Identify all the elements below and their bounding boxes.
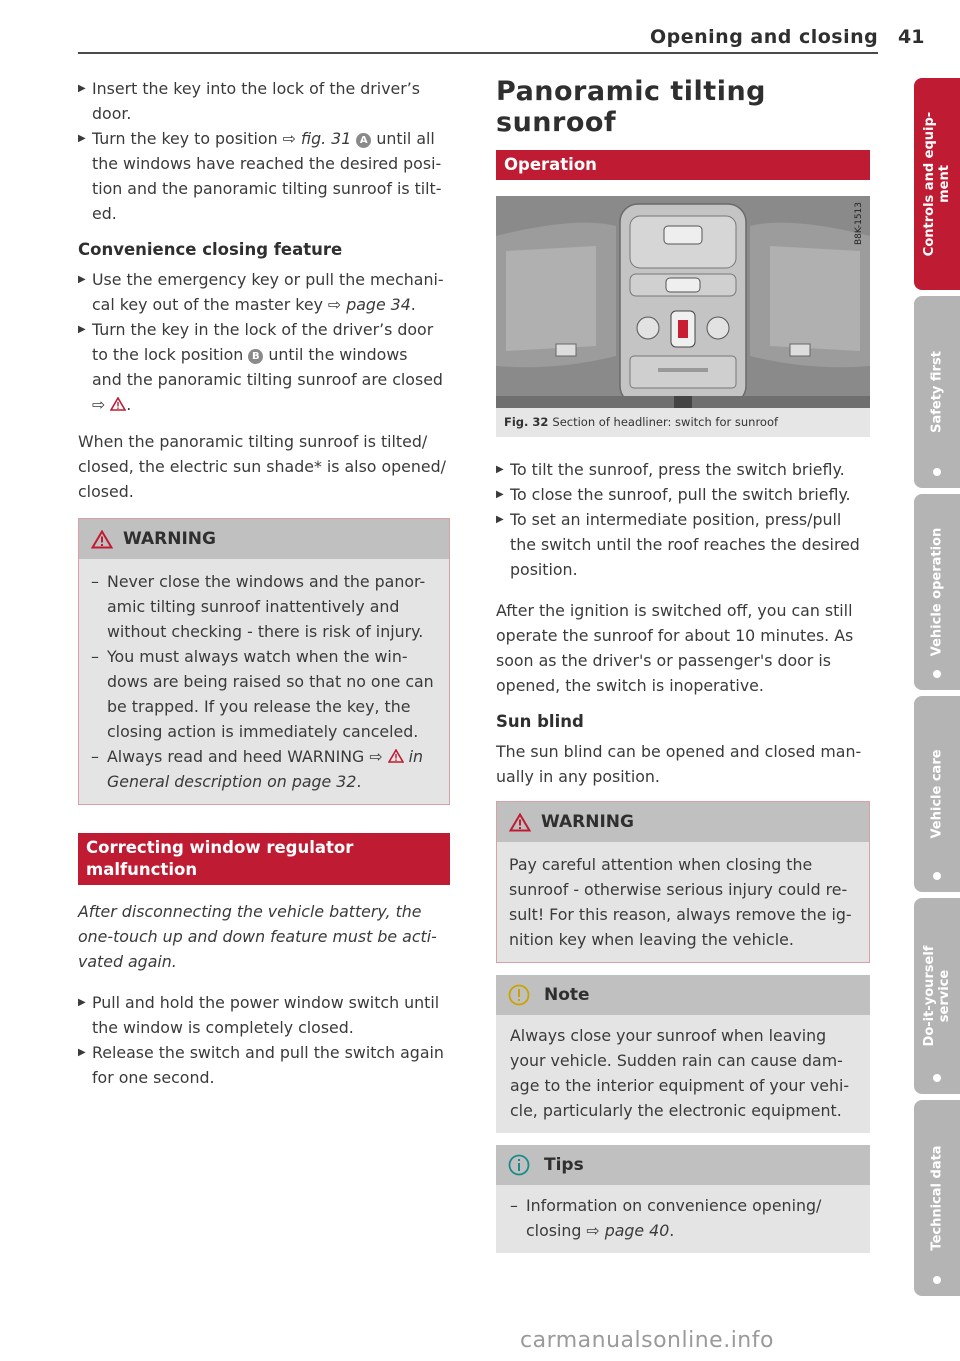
text-line: Pull and hold the power window switch until [92, 993, 440, 1012]
tips-title: Tips [544, 1155, 584, 1175]
text-line: amic tilting sunroof inattentively and [107, 597, 400, 616]
tab-label [922, 946, 952, 1047]
text-line: Release the switch and pull the switch again [92, 1043, 444, 1062]
text-line: operate the sunroof for about 10 minutes. As [496, 626, 854, 645]
caption-text: Section of headliner: switch for sunroof [552, 415, 779, 429]
text-line: closed. [78, 482, 134, 501]
bullet-triangle-icon: ▶ [496, 514, 504, 525]
tab-label: Safety first [929, 351, 945, 433]
text-line: To close the sunroof, pull the switch briefly. [510, 485, 851, 504]
tab-label-line: ment [937, 165, 952, 203]
text-line: be trapped. If you release the key, the [107, 697, 411, 716]
text-line: your vehicle. Sudden rain can cause dam- [510, 1051, 843, 1070]
note-body [496, 1015, 870, 1133]
tab-label: Technical data [929, 1145, 945, 1251]
tab-dot-icon [933, 468, 941, 476]
list-item [78, 126, 450, 226]
warning-triangle-icon [388, 749, 404, 763]
list-item [91, 569, 437, 644]
right-column [496, 76, 870, 1253]
list-item [78, 1040, 450, 1090]
dash-marker: – [91, 747, 99, 766]
text-line: sunroof - otherwise serious injury could re- [509, 880, 848, 899]
text-run: Always read and heed WARNING ⇨ [107, 747, 388, 766]
text-line: Turn the key in the lock of the driver’s door [92, 320, 434, 339]
title-line: Panoramic tilting [496, 76, 767, 107]
convenience-heading: Convenience closing feature [78, 240, 343, 259]
text-line: To tilt the sunroof, press the switch briefly. [510, 460, 845, 479]
text-run: cal key out of the master key ⇨ [92, 295, 347, 314]
dash-marker: – [91, 572, 99, 591]
figure-caption [496, 408, 870, 437]
warning-title: WARNING [541, 812, 634, 832]
text-line: closing action is immediately canceled. [107, 722, 419, 741]
text-line: door. [92, 104, 132, 123]
text-line: without checking - there is risk of injury. [107, 622, 424, 641]
ignition-paragraph [496, 598, 870, 698]
tab-label: Vehicle operation [929, 527, 945, 657]
tab-vehicle-operation[interactable] [914, 494, 960, 690]
sun-blind-paragraph [496, 739, 870, 789]
sunroof-switch-figure [496, 196, 870, 408]
tab-label-line: service [937, 969, 952, 1023]
text-line: After the ignition is switched off, you can still [496, 601, 853, 620]
figure-reference[interactable]: fig. 31 [300, 129, 352, 148]
text-line: dows are being raised so that no one can [107, 672, 434, 691]
page-reference-link[interactable]: page 40 [604, 1221, 670, 1240]
text-line: soon as the driver's or passenger's door is [496, 651, 831, 670]
tips-box [496, 1145, 870, 1253]
text-line: ed. [92, 204, 117, 223]
bullet-triangle-icon: ▶ [78, 133, 86, 144]
tab-controls-and-equipment[interactable] [914, 78, 960, 290]
text-line: vated again. [78, 952, 177, 971]
note-title: Note [544, 985, 590, 1005]
text-line: You must always watch when the win- [107, 647, 408, 666]
tab-technical-data[interactable] [914, 1100, 960, 1296]
info-icon [508, 1154, 530, 1176]
text-line: After disconnecting the vehicle battery, the [78, 902, 422, 921]
tab-safety-first[interactable] [914, 296, 960, 488]
warning-box [496, 801, 870, 963]
text-run: to the lock position [92, 345, 249, 364]
note-box [496, 975, 870, 1133]
tab-vehicle-care[interactable] [914, 696, 960, 892]
text-line: tion and the panoramic tilting sunroof is tilt- [92, 179, 442, 198]
list-item [91, 744, 437, 794]
text-line: The sun blind can be opened and closed man- [496, 742, 862, 761]
bullet-triangle-icon: ▶ [496, 489, 504, 500]
bullet-triangle-icon: ▶ [496, 464, 504, 475]
list-item [496, 457, 870, 482]
warning-header [497, 802, 869, 842]
heading-line: malfunction [86, 860, 198, 879]
bullet-triangle-icon: ▶ [78, 997, 86, 1008]
sun-blind-heading: Sun blind [496, 712, 584, 731]
text-run: closing ⇨ [526, 1221, 605, 1240]
headliner-illustration [496, 196, 870, 408]
dash-marker: – [510, 1196, 518, 1215]
text-run: . [410, 295, 416, 314]
tab-do-it-yourself-service[interactable] [914, 898, 960, 1094]
bullet-triangle-icon: ▶ [78, 83, 86, 94]
heading-line: Correcting window regulator [86, 838, 354, 857]
text-line: age to the interior equipment of your vehi- [510, 1076, 850, 1095]
text-line: nition key when leaving the vehicle. [509, 930, 794, 949]
list-item [78, 317, 450, 417]
tab-label: Vehicle care [929, 749, 945, 839]
text-line: To set an intermediate position, press/pull [510, 510, 842, 529]
text-line: and the panoramic tilting sunroof are closed [92, 370, 443, 389]
page-number: 41 [898, 26, 925, 48]
text-line: General description on page 32. [107, 772, 362, 791]
page-reference-link[interactable]: General description on page 32 [107, 772, 357, 791]
tab-label-line: Controls and equip- [922, 111, 937, 257]
text-line: Insert the key into the lock of the driver’s [92, 79, 421, 98]
list-item [78, 990, 450, 1040]
title-line: sunroof [496, 107, 617, 138]
tab-label [922, 112, 952, 256]
tips-header [496, 1145, 870, 1185]
text-line: Pay careful attention when closing the [509, 855, 813, 874]
warning-triangle-icon [110, 397, 126, 411]
tab-dot-icon [933, 670, 941, 678]
section-title [496, 76, 870, 138]
tab-label-line: Do-it-yourself [922, 945, 937, 1047]
text-line: Information on convenience opening/ [526, 1196, 822, 1215]
list-item [91, 644, 437, 744]
text-run: until the windows [263, 345, 408, 364]
text-line: for one second. [92, 1068, 215, 1087]
text-line: Always close your sunroof when leaving [510, 1026, 827, 1045]
figure-code: B8K-1513 [854, 202, 864, 246]
text-line [92, 342, 450, 367]
correcting-heading [78, 833, 450, 885]
text-run: . [669, 1221, 675, 1240]
running-header-title: Opening and closing [650, 26, 879, 48]
dash-marker: – [91, 647, 99, 666]
sunshade-paragraph [78, 429, 450, 504]
text-run: until all the windows have reached the desired posi- [92, 129, 442, 173]
list-item [510, 1193, 856, 1243]
text-line: closed, the electric sun shade* is also opened/ [78, 457, 446, 476]
position-a-badge: A [356, 133, 371, 148]
text-line: When the panoramic tilting sunroof is tilted/ [78, 432, 428, 451]
warning-triangle-icon [509, 813, 531, 832]
page-reference-link[interactable]: page 34 [346, 295, 411, 314]
tab-dot-icon [933, 1074, 941, 1082]
operation-steps [496, 457, 870, 582]
watermark: carmanualsonline.info [520, 1328, 774, 1353]
header-rule [78, 52, 878, 54]
text-line: ually in any position. [496, 767, 660, 786]
text-line [92, 126, 450, 176]
warning-title: WARNING [123, 529, 216, 549]
list-item [496, 507, 870, 582]
warning-header [79, 519, 449, 559]
tab-dot-icon [933, 1276, 941, 1284]
text-line: Use the emergency key or pull the mechani- [92, 270, 444, 289]
text-line: the switch until the roof reaches the desired [510, 535, 860, 554]
text-line [526, 1218, 856, 1243]
note-header [496, 975, 870, 1015]
left-column [78, 76, 450, 1090]
tips-body [496, 1185, 870, 1253]
list-item [78, 267, 450, 317]
text-run: ⇨ [92, 395, 106, 414]
bullet-triangle-icon: ▶ [78, 274, 86, 285]
correcting-intro [78, 899, 450, 974]
note-exclamation-icon [508, 984, 530, 1006]
tab-dot-icon [933, 872, 941, 880]
list-item [496, 482, 870, 507]
text-line [107, 744, 437, 769]
text-line: Never close the windows and the panor- [107, 572, 426, 591]
figure-label: Fig. 32 [504, 415, 549, 429]
list-item [78, 76, 450, 126]
text-line: the window is completely closed. [92, 1018, 354, 1037]
warning-box [78, 518, 450, 805]
text-line: position. [510, 560, 578, 579]
operation-heading: Operation [496, 150, 870, 180]
text-line: one-touch up and down feature must be acti- [78, 927, 437, 946]
text-run: Turn the key to position ⇨ [92, 129, 301, 148]
warning-triangle-icon [91, 530, 113, 549]
text-line: opened, the switch is inoperative. [496, 676, 764, 695]
position-b-badge: B [248, 349, 263, 364]
text-line: cle, particularly the electronic equipment. [510, 1101, 842, 1120]
bullet-triangle-icon: ▶ [78, 1047, 86, 1058]
warning-body [497, 842, 869, 962]
text-line: ⇨ . [92, 395, 132, 414]
text-run: in [403, 747, 424, 766]
bullet-triangle-icon: ▶ [78, 324, 86, 335]
text-line [92, 292, 450, 317]
warning-body [79, 559, 449, 804]
text-line: sult! For this reason, always remove the ig- [509, 905, 852, 924]
